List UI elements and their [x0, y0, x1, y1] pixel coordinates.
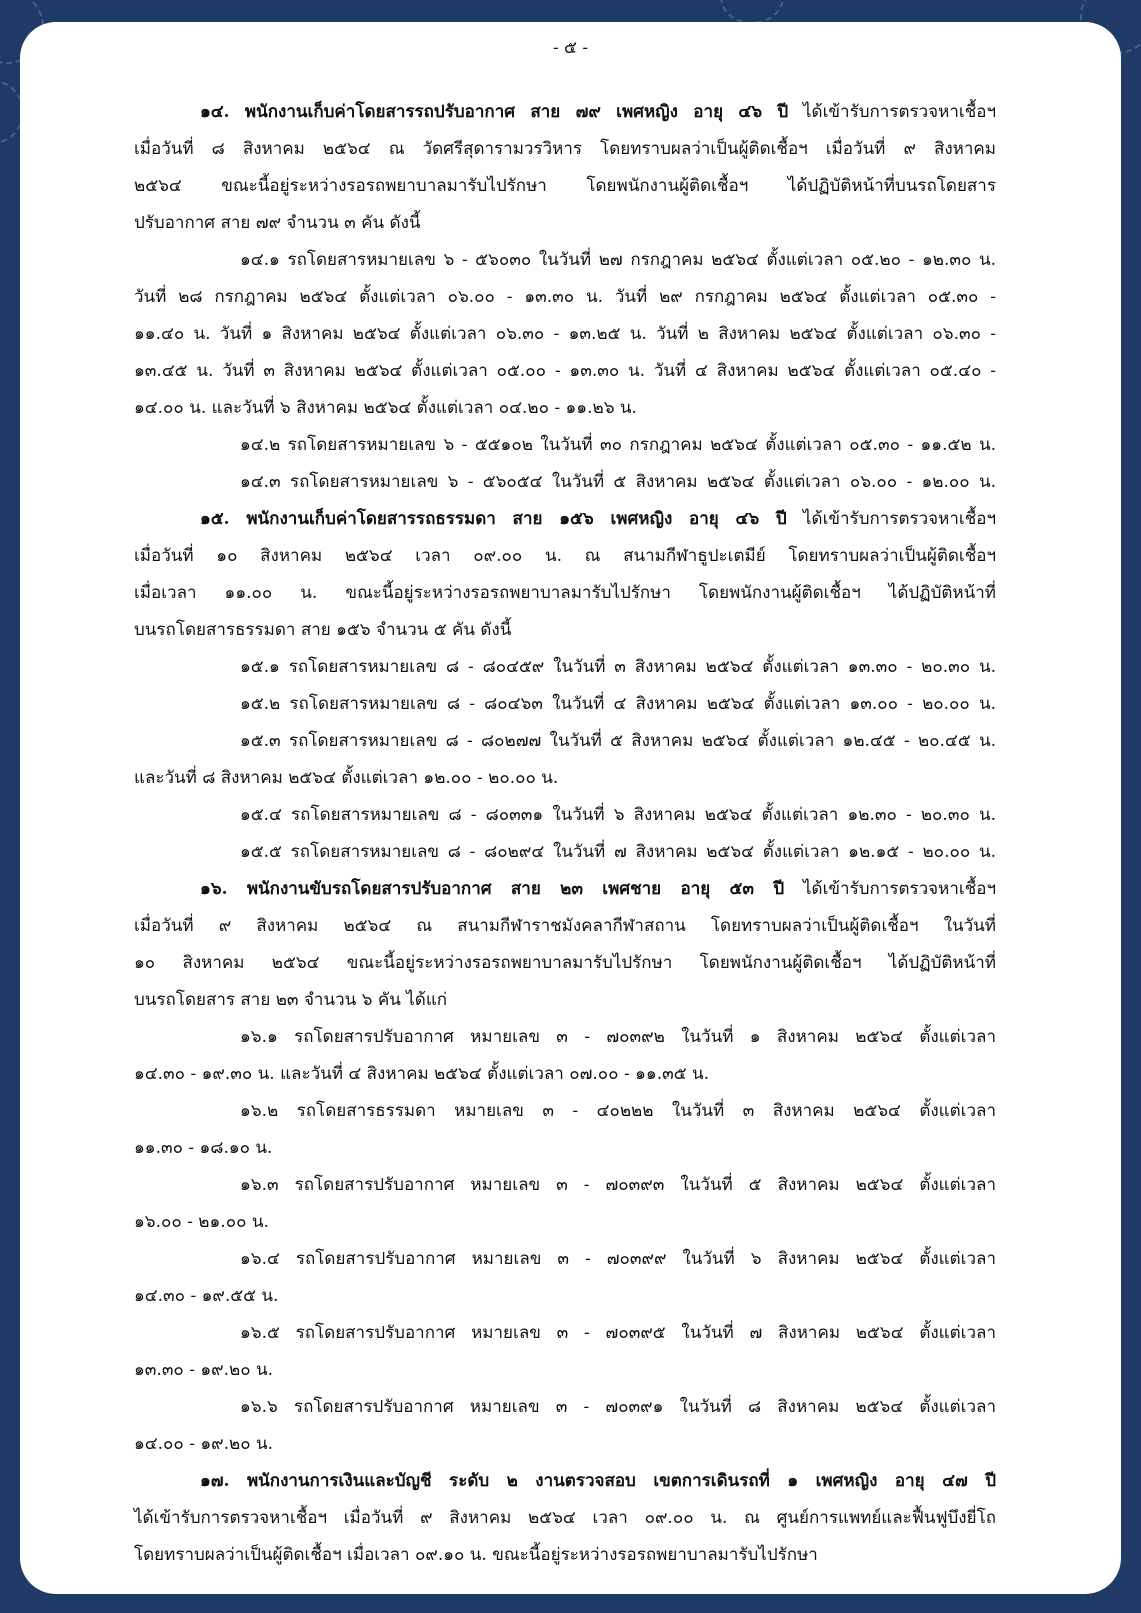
list-item-line: ๑๖.๕ รถโดยสารปรับอากาศ หมายเลข ๓ - ๗๐๓๙๕ ในวันที่ ๗ สิงหาคม ๒๕๖๔ ตั้งแต่เวลา: [240, 1323, 996, 1343]
section-text-line: ๒๕๖๔ ขณะนี้อยู่ระหว่างรอรถพยาบาลมารับไปรักษา โดยพนักงานผู้ติดเชื้อฯ ได้ปฏิบัติหน้าที่บนรถโดยสาร: [134, 176, 996, 196]
section-text-line: เมื่อวันที่ ๑๐ สิงหาคม ๒๕๖๔ เวลา ๐๙.๐๐ น. ณ สนามกีฬาธูปะเตมีย์ โดยทราบผลว่าเป็นผู้ติดเชื้อฯ: [134, 546, 996, 566]
section-text-line: เมื่อเวลา ๑๑.๐๐ น. ขณะนี้อยู่ระหว่างรอรถพยาบาลมารับไปรักษา โดยพนักงานผู้ติดเชื้อฯ ได้ปฏิบัติหน้าที่: [134, 583, 996, 603]
list-item-line: ๑๑.๔๐ น. วันที่ ๑ สิงหาคม ๒๕๖๔ ตั้งแต่เวลา ๐๖.๓๐ - ๑๓.๒๕ น. วันที่ ๒ สิงหาคม ๒๕๖๔ ตั้งแต่เวลา ๐๖.๓๐ -: [134, 324, 996, 344]
section-heading: ๑๖. พนักงานขับรถโดยสารปรับอากาศ สาย ๒๓ เพศชาย อายุ ๕๓ ปี: [200, 879, 785, 899]
section-heading-line: [134, 871, 996, 908]
section-text-line: ๑๐ สิงหาคม ๒๕๖๔ ขณะนี้อยู่ระหว่างรอรถพยาบาลมารับไปรักษา โดยพนักงานผู้ติดเชื้อฯ ได้ปฏิบัติหน้าที่: [134, 953, 996, 973]
section-text-line: ปรับอากาศ สาย ๗๙ จำนวน ๓ คัน ดังนี้: [134, 213, 421, 233]
section-text-line: โดยทราบผลว่าเป็นผู้ติดเชื้อฯ เมื่อเวลา ๐๙.๑๐ น. ขณะนี้อยู่ระหว่างรอรถพยาบาลมารับไปรักษา: [134, 1545, 818, 1565]
list-item-line: ๑๖.๖ รถโดยสารปรับอากาศ หมายเลข ๓ - ๗๐๓๙๑ ในวันที่ ๘ สิงหาคม ๒๕๖๔ ตั้งแต่เวลา: [240, 1397, 996, 1417]
section-heading: ๑๕. พนักงานเก็บค่าโดยสารรถธรรมดา สาย ๑๕๖ เพศหญิง อายุ ๔๖ ปี: [200, 509, 787, 529]
list-item-line: ๑๖.๔ รถโดยสารปรับอากาศ หมายเลข ๓ - ๗๐๓๙๙ ในวันที่ ๖ สิงหาคม ๒๕๖๔ ตั้งแต่เวลา: [240, 1249, 996, 1269]
list-item-line: ๑๖.๑ รถโดยสารปรับอากาศ หมายเลข ๓ - ๗๐๓๙๒ ในวันที่ ๑ สิงหาคม ๒๕๖๔ ตั้งแต่เวลา: [240, 1027, 996, 1047]
list-item-line: ๑๔.๓๐ - ๑๙.๕๕ น.: [134, 1286, 279, 1306]
document-page: [20, 22, 1121, 1594]
section-text-line: เมื่อวันที่ ๘ สิงหาคม ๒๕๖๔ ณ วัดศรีสุดารามวรวิหาร โดยทราบผลว่าเป็นผู้ติดเชื้อฯ เมื่อวันที่ ๙ สิงหาคม: [134, 139, 996, 159]
list-item-line: ๑๕.๔ รถโดยสารหมายเลข ๘ - ๘๐๓๓๑ ในวันที่ ๖ สิงหาคม ๒๕๖๔ ตั้งแต่เวลา ๑๒.๓๐ - ๒๐.๓๐ น.: [240, 805, 996, 825]
list-item-line: ๑๔.๐๐ - ๑๙.๒๐ น.: [134, 1434, 274, 1454]
section-text: ได้เข้ารับการตรวจหาเชื้อฯ: [786, 509, 996, 529]
section-text-line: บนรถโดยสารธรรมดา สาย ๑๕๖ จำนวน ๕ คัน ดังนี้: [134, 620, 512, 640]
section-heading-line: [134, 94, 996, 131]
page-number: - ๕ -: [552, 38, 589, 58]
list-item-line: ๑๖.๒ รถโดยสารธรรมดา หมายเลข ๓ - ๔๐๒๒๒ ในวันที่ ๓ สิงหาคม ๒๕๖๔ ตั้งแต่เวลา: [240, 1101, 996, 1121]
list-item-line: ๑๕.๑ รถโดยสารหมายเลข ๘ - ๘๐๔๕๙ ในวันที่ ๓ สิงหาคม ๒๕๖๔ ตั้งแต่เวลา ๑๓.๓๐ - ๒๐.๓๐ น.: [240, 657, 996, 677]
list-item-line: ๑๔.๐๐ น. และวันที่ ๖ สิงหาคม ๒๕๖๔ ตั้งแต่เวลา ๐๔.๒๐ - ๑๑.๒๖ น.: [134, 398, 637, 418]
list-item-line: ๑๑.๓๐ - ๑๘.๑๐ น.: [134, 1138, 273, 1158]
list-item-line: ๑๔.๓๐ - ๑๙.๓๐ น. และวันที่ ๔ สิงหาคม ๒๕๖๔ ตั้งแต่เวลา ๐๗.๐๐ - ๑๑.๓๕ น.: [134, 1064, 710, 1084]
section-heading: ๑๔. พนักงานเก็บค่าโดยสารรถปรับอากาศ สาย ๗๙ เพศหญิง อายุ ๔๖ ปี: [200, 102, 789, 122]
section-heading: ๑๗. พนักงานการเงินและบัญชี ระดับ ๒ งานตรวจสอบ เขตการเดินรถที่ ๑ เพศหญิง อายุ ๔๗ ปี: [200, 1471, 996, 1491]
list-item-line: และวันที่ ๘ สิงหาคม ๒๕๖๔ ตั้งแต่เวลา ๑๒.๐๐ - ๒๐.๐๐ น.: [134, 768, 559, 788]
background-decoration: [720, 0, 784, 24]
list-item-line: ๑๔.๓ รถโดยสารหมายเลข ๖ - ๕๖๐๕๔ ในวันที่ ๕ สิงหาคม ๒๕๖๔ ตั้งแต่เวลา ๐๖.๐๐ - ๑๒.๐๐ น.: [240, 472, 996, 492]
list-item-line: ๑๔.๒ รถโดยสารหมายเลข ๖ - ๕๕๑๐๒ ในวันที่ ๓๐ กรกฎาคม ๒๕๖๔ ตั้งแต่เวลา ๐๕.๓๐ - ๑๑.๕๒ น.: [240, 435, 997, 455]
document-body: [134, 94, 996, 1574]
list-item-line: ๑๖.๐๐ - ๒๑.๐๐ น.: [134, 1212, 269, 1232]
list-item-line: ๑๓.๔๕ น. วันที่ ๓ สิงหาคม ๒๕๖๔ ตั้งแต่เวลา ๐๕.๐๐ - ๑๓.๓๐ น. วันที่ ๔ สิงหาคม ๒๕๖๔ ตั้งแต่เวลา ๐๕.๔๐ -: [134, 361, 996, 381]
section-heading-line: [134, 1463, 996, 1500]
section-text-line: บนรถโดยสาร สาย ๒๓ จำนวน ๖ คัน ได้แก่: [134, 990, 448, 1010]
list-item-line: ๑๓.๓๐ - ๑๙.๒๐ น.: [134, 1360, 274, 1380]
section-heading-line: [134, 501, 996, 538]
list-item-line: ๑๕.๕ รถโดยสารหมายเลข ๘ - ๘๐๒๙๔ ในวันที่ ๗ สิงหาคม ๒๕๖๔ ตั้งแต่เวลา ๑๒.๑๕ - ๒๐.๐๐ น.: [240, 842, 996, 862]
list-item-line: วันที่ ๒๘ กรกฎาคม ๒๕๖๔ ตั้งแต่เวลา ๐๖.๐๐ - ๑๓.๓๐ น. วันที่ ๒๙ กรกฎาคม ๒๕๖๔ ตั้งแต่เวลา ๐๕.๓๐ -: [134, 287, 996, 307]
list-item-line: ๑๕.๓ รถโดยสารหมายเลข ๘ - ๘๐๒๗๗ ในวันที่ ๕ สิงหาคม ๒๕๖๔ ตั้งแต่เวลา ๑๒.๔๕ - ๒๐.๔๕ น.: [240, 731, 996, 751]
list-item-line: ๑๔.๑ รถโดยสารหมายเลข ๖ - ๕๖๐๓๐ ในวันที่ ๒๗ กรกฎาคม ๒๕๖๔ ตั้งแต่เวลา ๐๕.๒๐ - ๑๒.๓๐ น.: [240, 250, 996, 270]
section-text: ได้เข้ารับการตรวจหาเชื้อฯ: [788, 102, 996, 122]
section-text: ได้เข้ารับการตรวจหาเชื้อฯ: [784, 879, 996, 899]
section-text-line: ได้เข้ารับการตรวจหาเชื้อฯ เมื่อวันที่ ๙ สิงหาคม ๒๕๖๔ เวลา ๐๙.๐๐ น. ณ ศูนย์การแพทย์และฟื้นฟูบึงยี่โถ: [134, 1508, 996, 1528]
section-text-line: เมื่อวันที่ ๙ สิงหาคม ๒๕๖๔ ณ สนามกีฬาราชมังคลากีฬาสถาน โดยทราบผลว่าเป็นผู้ติดเชื้อฯ ในวันที่: [134, 916, 996, 936]
list-item-line: ๑๖.๓ รถโดยสารปรับอากาศ หมายเลข ๓ - ๗๐๓๙๓ ในวันที่ ๕ สิงหาคม ๒๕๖๔ ตั้งแต่เวลา: [240, 1175, 996, 1195]
list-item-line: ๑๕.๒ รถโดยสารหมายเลข ๘ - ๘๐๔๖๓ ในวันที่ ๔ สิงหาคม ๒๕๖๔ ตั้งแต่เวลา ๑๓.๐๐ - ๒๐.๐๐ น.: [240, 694, 996, 714]
